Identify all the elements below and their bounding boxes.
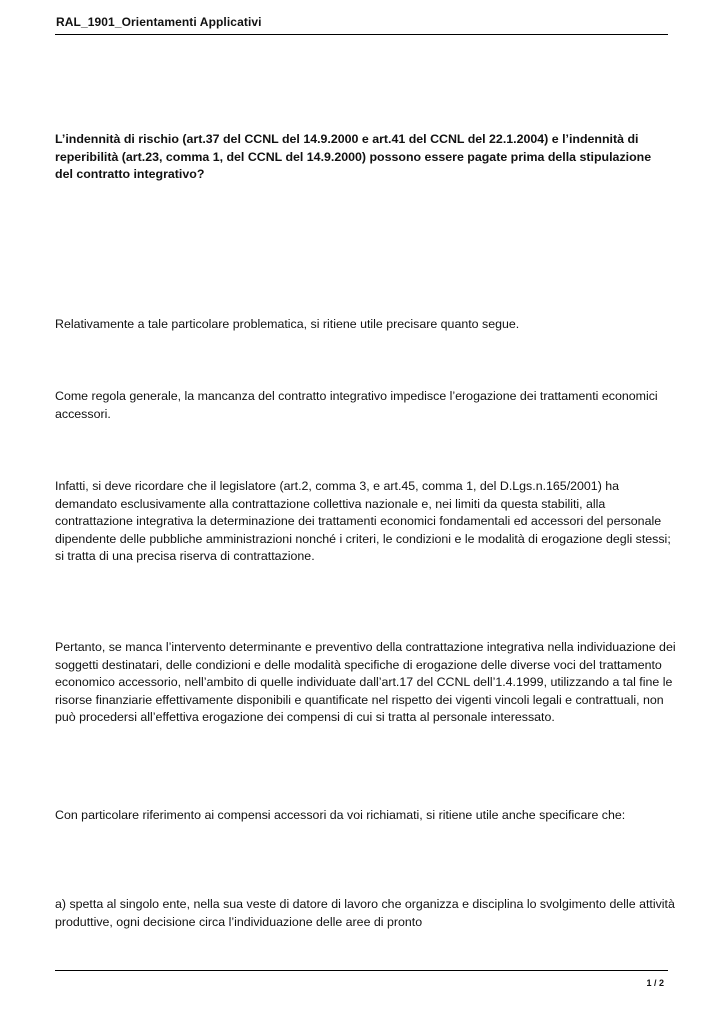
paragraph-intro: Relativamente a tale particolare problematica, si ritiene utile precisare quanto segue. (55, 317, 520, 331)
paragraph-general-rule: Come regola generale, la mancanza del contratto integrativo impedisce l’erogazione dei trattamenti economici accessori. (55, 389, 658, 421)
document-header-title: RAL_1901_Orientamenti Applicativi (56, 15, 262, 29)
header-divider (55, 34, 668, 35)
footer-divider (55, 970, 668, 971)
paragraph-conclusion: Pertanto, se manca l’intervento determinante e preventivo della contrattazione integrativa nella individuazione dei soggetti destinatari, delle condizioni e delle modalità specifiche di erogazione delle diverse voci del trattamento economico accessorio, nell’ambito di quelle individuate dall’art.17 del CCNL dell’1.4.1999, utilizzando a tal fine le risorse finanziarie effettivamente disponibili e quantificate nel rispetto dei vigenti vincoli legali e contrattuali, non può procedersi all’effettiva erogazione dei compensi di cui si tratta al personale interessato. (55, 640, 676, 724)
paragraph-legislation: Infatti, si deve ricordare che il legislatore (art.2, comma 3, e art.45, comma 1, del D.Lgs.n.165/2001) ha demandato esclusivamente alla contrattazione collettiva nazionale e, nei limiti da questa stabiliti, alla contrattazione integrativa la determinazione dei trattamenti economici fondamentali ed accessori del personale dipendente delle pubbliche amministrazioni nonché i criteri, le condizioni e le modalità di erogazione degli stessi; si tratta di una precisa riserva di contrattazione. (55, 479, 671, 563)
page-number: 1 / 2 (646, 978, 664, 988)
paragraph-specifics: Con particolare riferimento ai compensi accessori da voi richiamati, si ritiene utile anche specificare che: (55, 808, 626, 822)
paragraph-point-a: a) spetta al singolo ente, nella sua veste di datore di lavoro che organizza e disciplina lo svolgimento delle attività produttive, ogni decisione circa l’individuazione delle aree di pronto (55, 897, 675, 929)
question-heading: L’indennità di rischio (art.37 del CCNL del 14.9.2000 e art.41 del CCNL del 22.1.2004) e l’indennità di reperibilità (art.23, comma 1, del CCNL del 14.9.2000) possono essere pagate prima della stipulazione del contratto integrativo? (55, 132, 652, 181)
